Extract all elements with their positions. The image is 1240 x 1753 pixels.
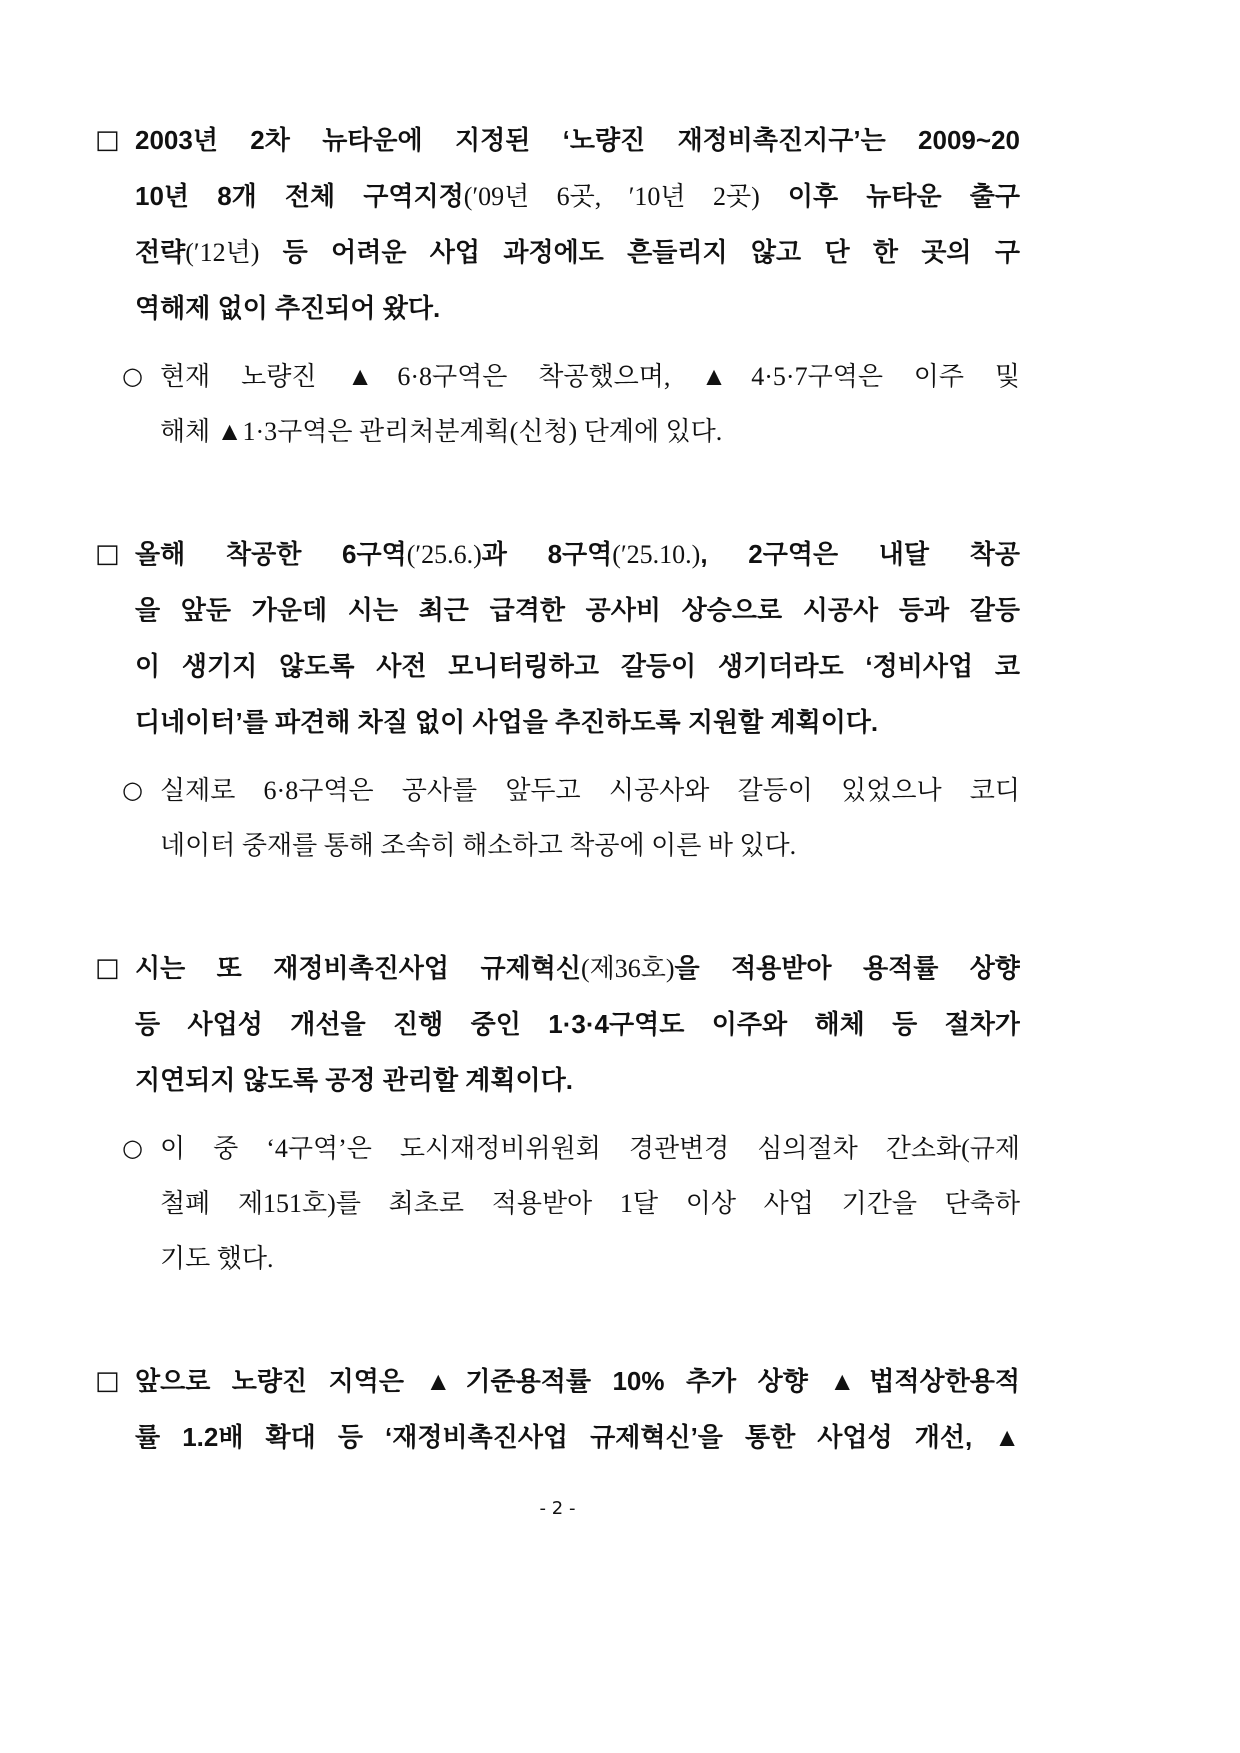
sub-paragraph xyxy=(95,349,1020,459)
circle-bullet-icon: ○ xyxy=(122,362,143,390)
text-run: 2003년 2차 뉴타운에 지정된 ‘노량진 재정비촉진지구’는 2009~20 xyxy=(135,125,1020,155)
document-body xyxy=(95,112,1020,1465)
text-run: 등 사업성 개선을 진행 중인 1·3·4구역도 이주와 해체 등 절차가 xyxy=(135,1009,1020,1039)
section-4 xyxy=(95,1353,1020,1465)
paragraph-line xyxy=(135,1409,1020,1465)
paragraph-line xyxy=(135,526,1020,582)
text-run: 등 어려운 사업 과정에도 흔들리지 않고 단 한 곳의 구 xyxy=(259,237,1020,267)
text-run: 전략 xyxy=(135,237,186,267)
text-run: 역해제 없이 추진되어 왔다. xyxy=(135,293,441,323)
paragraph-line xyxy=(135,638,1020,694)
text-run: 과 8구역 xyxy=(481,539,613,569)
paragraph-line xyxy=(135,112,1020,168)
text-run: 을 앞둔 가운데 시는 최근 급격한 공사비 상승으로 시공사 등과 갈등 xyxy=(135,595,1020,625)
paragraph-line xyxy=(135,224,1020,280)
sub-paragraph-line: 이 중 ‘4구역’은 도시재정비위원회 경관변경 심의절차 간소화(규제 xyxy=(160,1134,1020,1163)
paragraph-line xyxy=(135,996,1020,1052)
sub-paragraph-line: 기도 했다. xyxy=(160,1244,274,1273)
paragraph-lines xyxy=(135,112,1020,336)
text-run: 이후 뉴타운 출구 xyxy=(759,181,1020,211)
main-paragraph xyxy=(95,1353,1020,1465)
text-run: 을 적용받아 용적률 상향 xyxy=(674,953,1020,983)
sub-paragraph-line: 실제로 6·8구역은 공사를 앞두고 시공사와 갈등이 있었으나 코디 xyxy=(160,776,1020,805)
text-run: 지연되지 않도록 공정 관리할 계획이다. xyxy=(135,1065,573,1095)
sub-paragraph xyxy=(95,763,1020,873)
paragraph-lines xyxy=(135,940,1020,1108)
section-2 xyxy=(95,526,1020,873)
sub-paragraph-line: 철폐 제151호)를 최초로 적용받아 1달 이상 사업 기간을 단축하 xyxy=(160,1189,1020,1218)
text-run: 률 1.2배 확대 등 ‘재정비촉진사업 규제혁신’을 통한 사업성 개선, ▲ xyxy=(135,1422,1020,1452)
sub-paragraph-line: 네이터 중재를 통해 조속히 해소하고 착공에 이른 바 있다. xyxy=(160,831,797,860)
square-bullet-icon: □ xyxy=(95,539,120,569)
text-run: 시는 또 재정비촉진사업 규제혁신 xyxy=(135,953,581,983)
sub-paragraph-lines xyxy=(160,349,1020,459)
paragraph-lines xyxy=(135,1353,1020,1465)
text-run: 10년 8개 전체 구역지정 xyxy=(135,181,464,211)
paragraph-line xyxy=(135,280,1020,336)
paragraph-line xyxy=(135,940,1020,996)
paragraph-line xyxy=(135,582,1020,638)
sub-paragraph-line: 해체 ▲1·3구역은 관리처분계획(신청) 단계에 있다. xyxy=(160,417,723,446)
paragraph-line xyxy=(135,1052,1020,1108)
sub-paragraph-lines xyxy=(160,1121,1020,1286)
main-paragraph xyxy=(95,526,1020,750)
square-bullet-icon: □ xyxy=(95,1366,120,1396)
section-1 xyxy=(95,112,1020,459)
paragraph-lines xyxy=(135,526,1020,750)
section-3 xyxy=(95,940,1020,1286)
parenthetical-text: (′09년 6곳, ′10년 2곳) xyxy=(463,182,760,211)
main-paragraph xyxy=(95,940,1020,1108)
main-paragraph xyxy=(95,112,1020,336)
paragraph-line xyxy=(135,1353,1020,1409)
page-number: - 2 - xyxy=(539,1498,576,1519)
circle-bullet-icon: ○ xyxy=(122,1134,143,1162)
parenthetical-text: (′25.10.) xyxy=(612,540,701,569)
text-run: 올해 착공한 6구역 xyxy=(135,539,407,569)
square-bullet-icon: □ xyxy=(95,125,120,155)
parenthetical-text: (제36호) xyxy=(580,954,675,983)
sub-paragraph-line: 현재 노량진 ▲6·8구역은 착공했으며, ▲4·5·7구역은 이주 및 xyxy=(160,362,1020,391)
sub-paragraph-lines xyxy=(160,763,1020,873)
text-run: 이 생기지 않도록 사전 모니터링하고 갈등이 생기더라도 ‘정비사업 코 xyxy=(135,651,1020,681)
text-run: , 2구역은 내달 착공 xyxy=(700,539,1020,569)
parenthetical-text: (′12년) xyxy=(185,238,260,267)
sub-paragraph xyxy=(95,1121,1020,1286)
circle-bullet-icon: ○ xyxy=(122,776,143,804)
text-run: 디네이터’를 파견해 차질 없이 사업을 추진하도록 지원할 계획이다. xyxy=(135,707,879,737)
square-bullet-icon: □ xyxy=(95,953,120,983)
parenthetical-text: (′25.6.) xyxy=(406,540,482,569)
paragraph-line xyxy=(135,694,1020,750)
paragraph-line xyxy=(135,168,1020,224)
text-run: 앞으로 노량진 지역은 ▲기준용적률 10% 추가 상향 ▲법적상한용적 xyxy=(135,1366,1020,1396)
